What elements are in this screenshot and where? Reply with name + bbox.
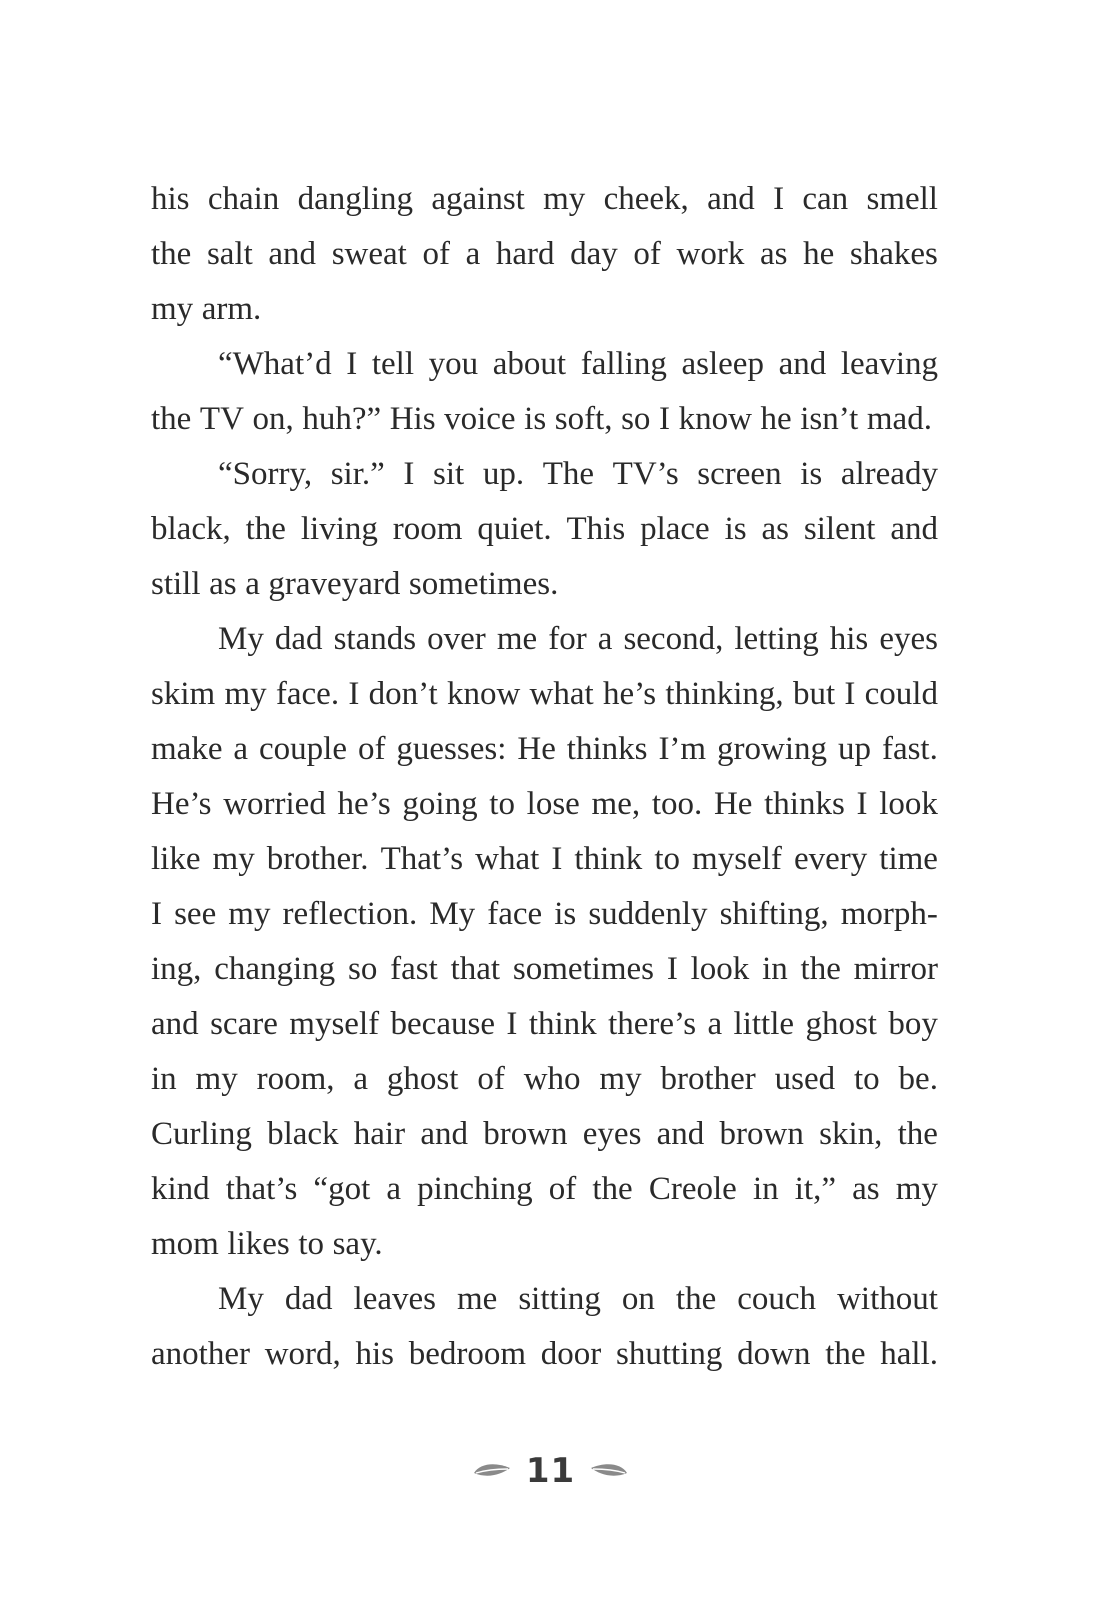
word: and: [890, 511, 938, 547]
word: door: [540, 1336, 602, 1372]
word: but: [792, 676, 836, 712]
word: I: [551, 841, 563, 877]
word: leaving: [840, 346, 938, 382]
word: my: [228, 896, 271, 932]
word: sit: [433, 456, 465, 492]
word: couple: [259, 731, 347, 767]
word: a: [386, 1171, 402, 1207]
word: so: [347, 951, 378, 987]
word: room: [392, 511, 463, 547]
word: brother: [660, 1061, 756, 1097]
word: about: [492, 346, 567, 382]
page-number: 11: [525, 1451, 576, 1491]
word: skim: [151, 676, 216, 712]
word: thinks: [764, 786, 845, 822]
word: a: [707, 1006, 723, 1042]
word: face: [487, 896, 543, 932]
word: hard: [495, 236, 555, 272]
word: a: [597, 621, 613, 657]
text-line: [151, 282, 938, 337]
word: my: [599, 1061, 642, 1097]
word: my: [224, 676, 267, 712]
word: the: [151, 236, 192, 272]
word: sitting: [518, 1281, 601, 1317]
text-line: [151, 1272, 938, 1327]
word: The: [542, 456, 595, 492]
text-line: [151, 227, 938, 282]
word: I: [151, 896, 162, 932]
word: silent: [803, 511, 876, 547]
word: My: [218, 1281, 264, 1317]
word: my: [543, 181, 586, 217]
word: the: [825, 1336, 866, 1372]
word: down: [737, 1336, 811, 1372]
word: me,: [591, 786, 641, 822]
word: screen: [697, 456, 782, 492]
word: my: [195, 1061, 238, 1097]
word: going: [402, 786, 478, 822]
word: smell: [866, 181, 938, 217]
leaf-ornament-right-icon: [589, 1460, 629, 1482]
word: sometimes: [512, 951, 655, 987]
word: used: [774, 1061, 836, 1097]
word: fast.: [881, 731, 938, 767]
word: I: [844, 676, 856, 712]
word: because: [390, 1006, 495, 1042]
word: that’s: [225, 1171, 298, 1207]
word: day: [570, 236, 618, 272]
word: lose: [526, 786, 580, 822]
word: “got: [313, 1171, 371, 1207]
word: up.: [482, 456, 525, 492]
word: eyes: [582, 1116, 642, 1152]
word: He: [713, 786, 753, 822]
word: leaves: [353, 1281, 436, 1317]
word: isn’t: [800, 401, 859, 437]
word: he: [803, 236, 835, 272]
word: a: [245, 566, 260, 602]
word: changing: [214, 951, 336, 987]
word: of: [633, 236, 661, 272]
word: in: [151, 1061, 177, 1097]
word: dangling: [297, 181, 414, 217]
word: a: [353, 1061, 369, 1097]
word: so: [621, 401, 651, 437]
word: the: [245, 511, 286, 547]
word: time: [879, 841, 938, 877]
word: is: [724, 511, 747, 547]
word: work: [676, 236, 745, 272]
word: “What’d: [218, 346, 332, 382]
word: is: [524, 401, 547, 437]
word: Curling: [151, 1116, 252, 1152]
text-line: [151, 832, 938, 887]
word: place: [640, 511, 710, 547]
word: against: [431, 181, 525, 217]
word: think: [574, 841, 643, 877]
word: myself: [692, 841, 782, 877]
text-line: [151, 1052, 938, 1107]
word: I: [348, 676, 360, 712]
word: what: [475, 841, 540, 877]
word: boy: [888, 1006, 938, 1042]
word: for: [548, 621, 587, 657]
word: his: [355, 1336, 395, 1372]
word: thinks: [566, 731, 648, 767]
word: my: [151, 291, 194, 327]
word: what: [529, 676, 594, 712]
word: kind: [151, 1171, 210, 1207]
word: is: [554, 896, 577, 932]
word: who: [523, 1061, 581, 1097]
word: of: [477, 1061, 505, 1097]
word: to: [489, 786, 515, 822]
word: me: [496, 621, 538, 657]
word: My: [429, 896, 476, 932]
word: asleep: [681, 346, 764, 382]
word: as: [209, 566, 237, 602]
word: could: [864, 676, 938, 712]
word: another: [151, 1336, 250, 1372]
word: myself: [289, 1006, 380, 1042]
word: I: [506, 1006, 518, 1042]
word: My: [218, 621, 264, 657]
word: soft,: [554, 401, 613, 437]
word: say.: [332, 1226, 383, 1262]
word: eyes: [879, 621, 938, 657]
word: his: [151, 181, 190, 217]
word: without: [837, 1281, 938, 1317]
word: This: [566, 511, 626, 547]
word: he’s: [602, 676, 657, 712]
word: couch: [737, 1281, 817, 1317]
text-line: [151, 887, 938, 942]
word: shifting,: [719, 896, 829, 932]
word: likes: [227, 1226, 290, 1262]
word: graveyard: [268, 566, 401, 602]
word: black: [267, 1116, 339, 1152]
word: shakes: [849, 236, 938, 272]
word: the: [800, 951, 841, 987]
word: every: [793, 841, 868, 877]
word: arm.: [201, 291, 262, 327]
word: room,: [256, 1061, 335, 1097]
word: over: [427, 621, 486, 657]
text-line: [151, 502, 938, 557]
word: morph-: [840, 896, 938, 932]
text-line: [151, 1327, 938, 1382]
text-line: [151, 667, 938, 722]
word: know: [678, 401, 752, 437]
word: in: [762, 951, 788, 987]
word: look: [690, 951, 750, 987]
word: shutting: [616, 1336, 723, 1372]
word: I: [659, 401, 670, 437]
word: reflection.: [282, 896, 418, 932]
word: bedroom: [408, 1336, 527, 1372]
word: mirror: [853, 951, 938, 987]
word: I: [346, 346, 358, 382]
word: mom: [151, 1226, 219, 1262]
word: suddenly: [588, 896, 708, 932]
word: letting: [734, 621, 819, 657]
word: That’s: [380, 841, 464, 877]
word: he: [760, 401, 792, 437]
word: a: [465, 236, 481, 272]
word: I: [403, 456, 415, 492]
word: on: [621, 1281, 655, 1317]
text-line: [151, 1107, 938, 1162]
word: like: [151, 841, 201, 877]
word: is: [800, 456, 823, 492]
word: worried: [223, 786, 326, 822]
word: face.: [275, 676, 340, 712]
word: and: [707, 181, 755, 217]
word: of: [422, 236, 450, 272]
word: dad: [274, 621, 323, 657]
word: I: [666, 951, 678, 987]
word: stands: [333, 621, 417, 657]
word: little: [733, 1006, 795, 1042]
word: of: [357, 731, 386, 767]
page-footer: [0, 1446, 1101, 1496]
text-line: [151, 997, 938, 1052]
word: tell: [371, 346, 415, 382]
word: hall.: [880, 1336, 938, 1372]
word: I: [773, 181, 785, 217]
word: to: [298, 1226, 324, 1262]
word: sometimes.: [408, 566, 559, 602]
word: brown: [483, 1116, 568, 1152]
word: a: [233, 731, 249, 767]
word: falling: [580, 346, 667, 382]
word: you: [428, 346, 479, 382]
word: that: [450, 951, 501, 987]
word: my: [212, 841, 255, 877]
word: look: [879, 786, 938, 822]
text-line: [151, 1217, 938, 1272]
word: dad: [284, 1281, 333, 1317]
word: me: [457, 1281, 498, 1317]
text-line: [151, 722, 938, 777]
word: cheek,: [603, 181, 689, 217]
word: thinking,: [665, 676, 784, 712]
word: and: [268, 236, 317, 272]
leaf-ornament-left-icon: [472, 1460, 512, 1482]
word: Creole: [648, 1171, 737, 1207]
word: scare: [210, 1006, 278, 1042]
word: the: [897, 1116, 938, 1152]
word: and: [778, 346, 827, 382]
word: guesses:: [396, 731, 507, 767]
word: voice: [444, 401, 516, 437]
word: fast: [390, 951, 438, 987]
word: living: [300, 511, 378, 547]
word: as: [761, 511, 790, 547]
word: my: [895, 1171, 938, 1207]
word: as: [852, 1171, 880, 1207]
word: brown: [719, 1116, 804, 1152]
text-line: [151, 172, 938, 227]
word: the: [151, 401, 192, 437]
word: He’s: [151, 786, 212, 822]
word: the: [592, 1171, 633, 1207]
word: it,”: [794, 1171, 836, 1207]
text-line: [151, 447, 938, 502]
word: chain: [207, 181, 280, 217]
word: hair: [353, 1116, 406, 1152]
text-line: [151, 392, 938, 447]
word: of: [548, 1171, 577, 1207]
word: as: [759, 236, 788, 272]
word: see: [174, 896, 217, 932]
word: black,: [151, 511, 231, 547]
word: up: [838, 731, 871, 767]
text-line: [151, 337, 938, 392]
word: He: [517, 731, 556, 767]
word: ghost: [805, 1006, 877, 1042]
word: brother.: [266, 841, 369, 877]
word: be.: [898, 1061, 938, 1097]
word: “Sorry,: [218, 456, 313, 492]
word: know: [446, 676, 521, 712]
word: second,: [623, 621, 724, 657]
word: TV: [199, 401, 244, 437]
text-line: [151, 777, 938, 832]
text-line: [151, 942, 938, 997]
word: skin,: [819, 1116, 883, 1152]
word: on,: [252, 401, 294, 437]
word: TV’s: [612, 456, 679, 492]
word: pinching: [417, 1171, 533, 1207]
word: there’s: [608, 1006, 697, 1042]
word: in: [752, 1171, 779, 1207]
word: quiet.: [477, 511, 552, 547]
word: ing,: [151, 951, 202, 987]
word: make: [151, 731, 223, 767]
word: to: [654, 841, 680, 877]
word: to: [854, 1061, 880, 1097]
word: still: [151, 566, 201, 602]
word: don’t: [368, 676, 438, 712]
word: his: [829, 621, 869, 657]
word: the: [675, 1281, 717, 1317]
word: ghost: [386, 1061, 459, 1097]
word: word,: [264, 1336, 341, 1372]
word: and: [420, 1116, 468, 1152]
text-line: [151, 557, 938, 612]
word: growing: [717, 731, 828, 767]
word: salt: [206, 236, 253, 272]
word: already: [840, 456, 938, 492]
word: can: [802, 181, 849, 217]
word: he’s: [337, 786, 391, 822]
word: I: [856, 786, 868, 822]
word: too.: [651, 786, 703, 822]
word: and: [656, 1116, 705, 1152]
text-line: [151, 1162, 938, 1217]
text-line: [151, 612, 938, 667]
word: think: [528, 1006, 597, 1042]
word: huh?”: [302, 401, 382, 437]
word: sir.”: [330, 456, 385, 492]
word: I’m: [658, 731, 707, 767]
body-text: [151, 172, 938, 1382]
word: His: [389, 401, 436, 437]
word: and: [151, 1006, 199, 1042]
word: mad.: [866, 401, 932, 437]
word: sweat: [331, 236, 407, 272]
